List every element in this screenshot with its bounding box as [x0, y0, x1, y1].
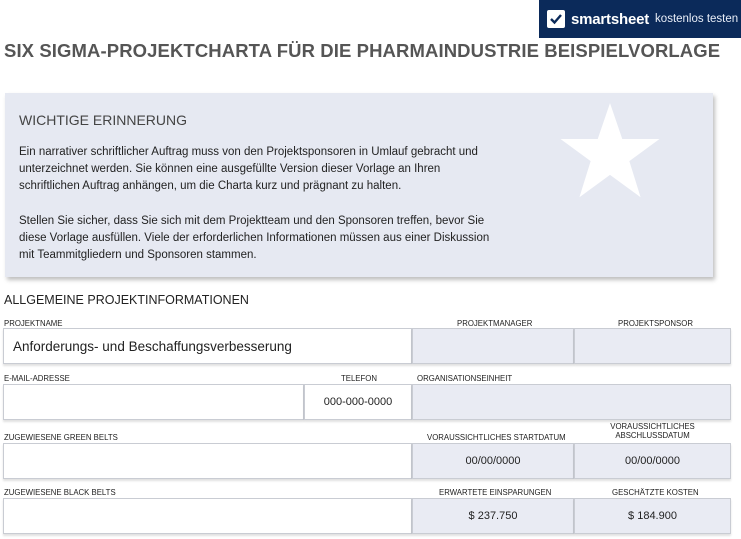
expected-savings-label: ERWARTETE EINSPARUNGEN [439, 488, 552, 497]
project-sponsor-label: PROJEKTSPONSOR [618, 319, 693, 328]
end-date-label [574, 422, 731, 440]
reminder-paragraph-2: Stellen Sie sicher, dass Sie sich mit dem Projektteam und den Sponsoren treffen, bevor Sie diese Vorlage ausfüllen. Viele der erforderlichen Informationen müssen aus einer Diskussion mit Teammitgliedern und Sponsoren stammen. [19, 214, 490, 262]
end-date-field[interactable]: 00/00/0000 [574, 443, 731, 479]
email-field[interactable] [3, 384, 304, 420]
end-date-label-line-1: VORAUSSICHTLICHES [610, 422, 695, 431]
project-sponsor-field[interactable] [574, 328, 731, 364]
green-belts-field[interactable] [3, 443, 412, 479]
start-date-label: VORAUSSICHTLICHES STARTDATUM [427, 433, 566, 442]
project-manager-field[interactable] [412, 328, 574, 364]
start-date-field[interactable]: 00/00/0000 [412, 443, 574, 479]
reminder-box [5, 93, 713, 277]
star-icon [558, 101, 662, 205]
phone-label: TELEFON [341, 374, 377, 383]
project-name-label: PROJEKTNAME [4, 319, 63, 328]
reminder-title: WICHTIGE ERINNERUNG [19, 112, 187, 128]
estimated-costs-label: GESCHÄTZTE KOSTEN [612, 488, 699, 497]
estimated-costs-field[interactable]: $ 184.900 [574, 498, 731, 534]
phone-field[interactable]: 000-000-0000 [304, 384, 412, 420]
free-trial-link[interactable]: kostenlos testen [655, 13, 739, 25]
reminder-body [19, 144, 499, 281]
green-belts-label: ZUGEWIESENE GREEN BELTS [4, 433, 118, 442]
smartsheet-trial-banner[interactable] [539, 0, 741, 38]
end-date-label-line-2: ABSCHLUSSDATUM [615, 431, 690, 440]
section-heading: ALLGEMEINE PROJEKTINFORMATIONEN [4, 293, 249, 307]
check-icon [547, 10, 565, 28]
expected-savings-field[interactable]: $ 237.750 [412, 498, 574, 534]
smartsheet-logo-text: smartsheet [571, 10, 650, 28]
reminder-paragraph-1: Ein narrativer schriftlicher Auftrag muss von den Projektsponsoren in Umlauf gebracht und unterzeichnet werden. Sie können eine ausgefüllte Version dieser Vorlage an Ihren schriftlichen Auftrag anhängen, um die Charta kurz und prägnant zu halten. [19, 146, 478, 193]
org-unit-field[interactable] [412, 384, 731, 420]
black-belts-label: ZUGEWIESENE BLACK BELTS [4, 488, 116, 497]
org-unit-label: ORGANISATIONSEINHEIT [417, 374, 513, 383]
black-belts-field[interactable] [3, 498, 412, 534]
page-title: SIX SIGMA-PROJEKTCHARTA FÜR DIE PHARMAINDUSTRIE BEISPIELVORLAGE [4, 40, 721, 61]
project-manager-label: PROJEKTMANAGER [457, 319, 533, 328]
project-name-field[interactable]: Anforderungs- und Beschaffungsverbesserung [3, 328, 412, 364]
email-label: E-MAIL-ADRESSE [4, 374, 70, 383]
